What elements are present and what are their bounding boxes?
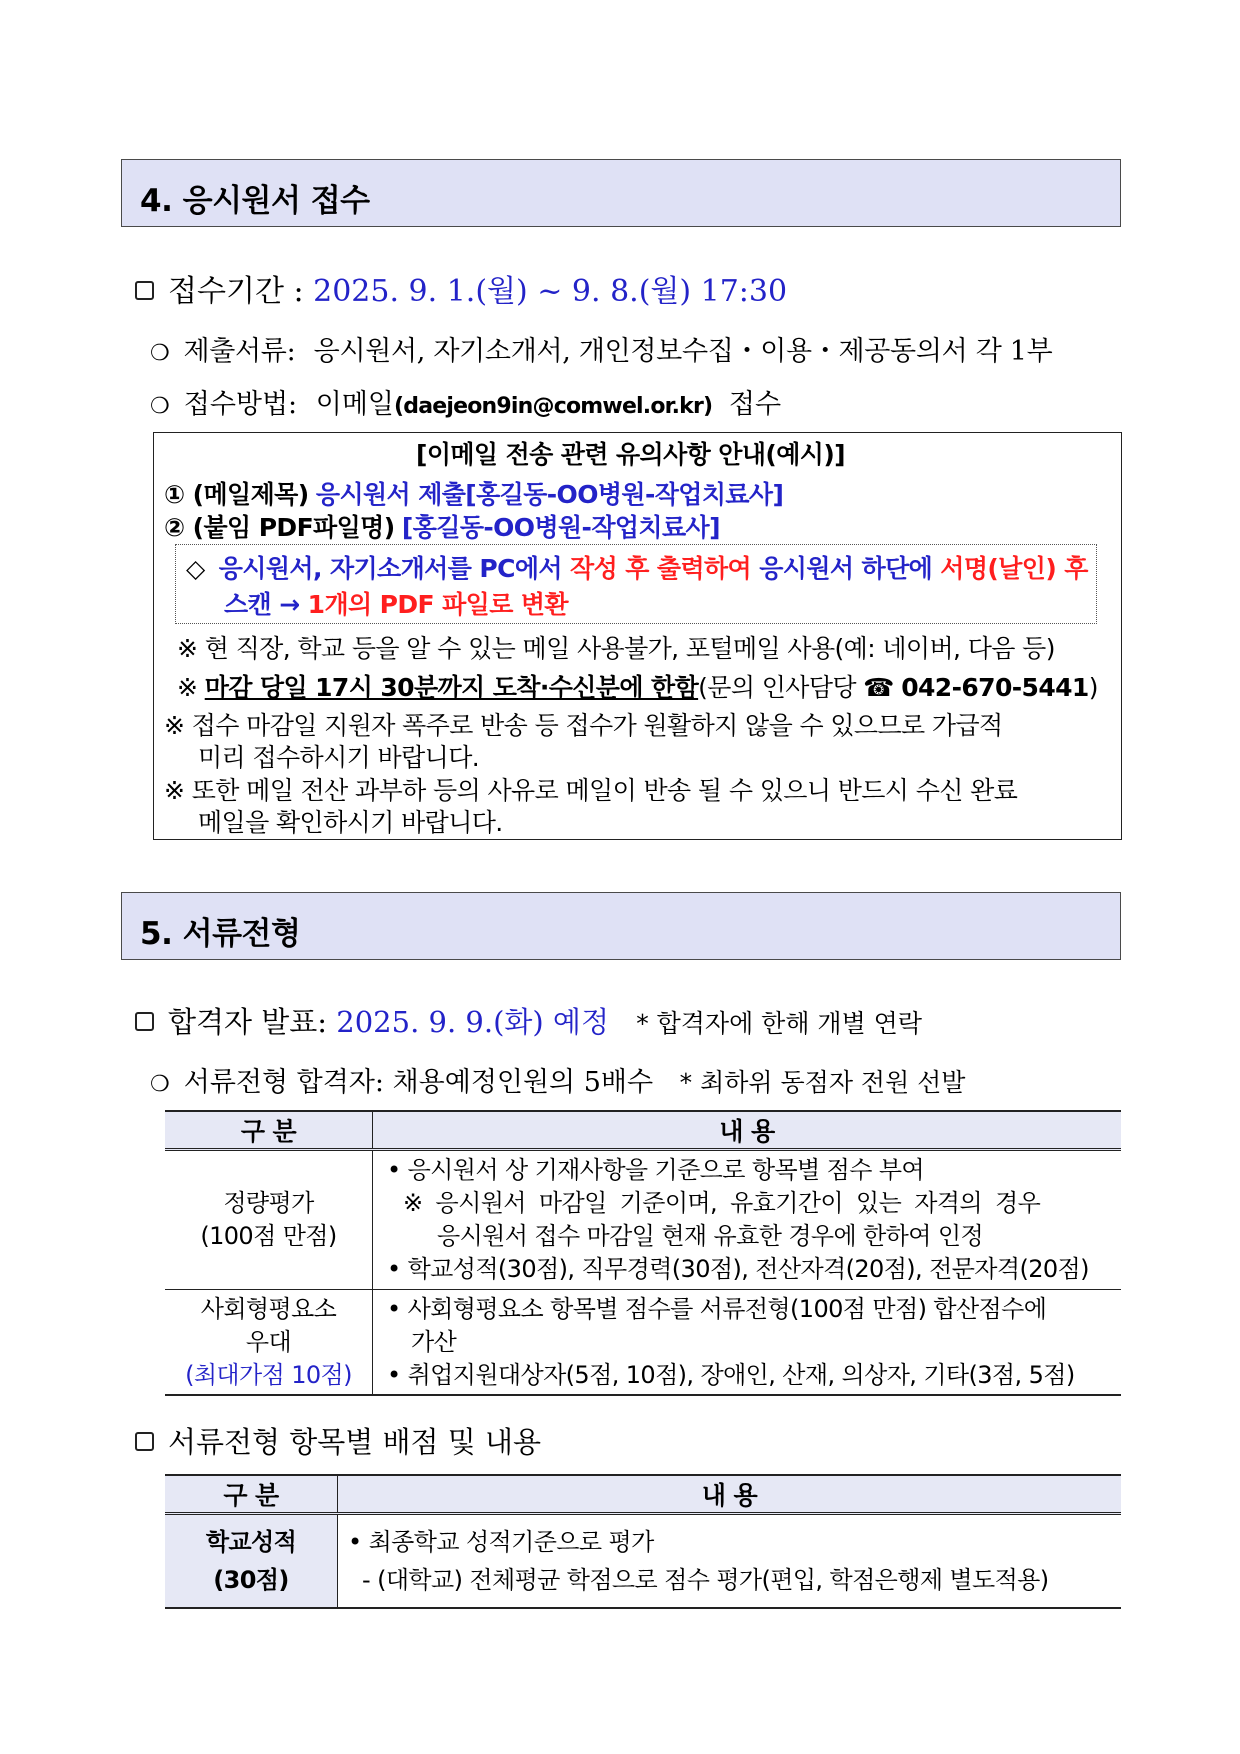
notice-box-line-2: [224, 585, 568, 621]
content-line: • 응시원서 상 기재사항을 기준으로 항목별 점수 부여: [387, 1156, 925, 1184]
section-4-header: [121, 159, 1121, 227]
content-line: • 취업지원대상자(5점, 10점), 장애인, 산재, 의상자, 기타(3점, 5점): [387, 1360, 1075, 1389]
content-line: 응시원서 접수 마감일 현재 유효한 경우에 한하여 인정: [437, 1222, 984, 1250]
box-line-2-a: 스캔 →: [224, 590, 300, 619]
content-line: ※ 응시원서 마감일 기준이며, 유효기간이 있는 자격의 경우: [403, 1189, 1041, 1217]
row-1-category: [165, 1514, 338, 1609]
notice-item-1-label: ① (메일제목): [164, 480, 309, 509]
announce-note: * 합격자에 한해 개별 연락: [636, 1009, 922, 1038]
category-line: 학교성적: [205, 1528, 297, 1556]
method-suffix: 접수: [728, 389, 782, 420]
phone-icon: ☎: [863, 673, 894, 702]
method-label: 접수방법:: [183, 389, 298, 420]
content-line: - (대학교) 전체평균 학점으로 점수 평가(편입, 학점은행제 별도적용): [362, 1566, 1049, 1594]
scoring-title-line: [135, 1420, 541, 1461]
method-line: [150, 382, 781, 421]
content-line: • 최종학교 성적기준으로 평가: [348, 1528, 654, 1556]
diamond-bullet-icon: ◇: [186, 554, 205, 583]
checkbox-square-icon: [135, 1432, 154, 1451]
content-line: • 학교성적(30점), 직무경력(30점), 전산자격(20점), 전문자격(20점): [387, 1255, 1089, 1283]
note-2-mark: ※: [177, 673, 198, 702]
row-1-category: [165, 1150, 373, 1290]
notice-item-2: [164, 508, 720, 544]
content-line: 가산: [411, 1327, 457, 1356]
note-2-phone: 042-670-5441: [901, 673, 1089, 702]
category-line: (30점): [213, 1566, 289, 1594]
table-header-row: [165, 1475, 1121, 1514]
checkbox-square-icon: [135, 1012, 154, 1031]
category-line-highlight: (최대가점 10점): [185, 1360, 352, 1389]
header-category: 구 분: [165, 1111, 373, 1150]
box-line-1-a: 응시원서, 자기소개서를 PC에서: [218, 554, 562, 583]
row-1-content: [373, 1150, 1122, 1290]
docs-value: 응시원서, 자기소개서, 개인정보수집・이용・제공동의서 각 1부: [313, 336, 1053, 367]
notice-item-1: [164, 475, 783, 511]
note-2-deadline: 마감 당일 17시 30분까지 도착·수신분에 한함: [204, 673, 699, 702]
table-row: [165, 1290, 1121, 1396]
header-content: 내 용: [338, 1475, 1122, 1514]
section-5-header: [121, 892, 1121, 960]
docs-line: [150, 329, 1052, 368]
header-content: 내 용: [373, 1111, 1122, 1150]
period-value: 2025. 9. 1.(월) ~ 9. 8.(월) 17:30: [313, 274, 788, 309]
category-line: (100점 만점): [200, 1222, 337, 1250]
note-2-close: ): [1088, 673, 1098, 702]
scoring-table: [165, 1474, 1121, 1609]
notice-note-3-line-2: 미리 접수하시기 바랍니다.: [198, 743, 480, 772]
box-line-1-d: 서명(날인) 후: [940, 554, 1088, 583]
notice-note-3-line-1: ※ 접수 마감일 지원자 폭주로 반송 등 접수가 원활하지 않을 수 있으므로 가급적: [164, 711, 1003, 740]
category-line: 우대: [245, 1327, 292, 1356]
content-line: • 사회형평요소 항목별 점수를 서류전형(100점 만점) 합산점수에: [387, 1294, 1047, 1323]
period-label: 접수기간 :: [168, 274, 304, 309]
notice-note-4-line-2: 메일을 확인하시기 바랍니다.: [198, 808, 503, 837]
row-1-content: [338, 1514, 1122, 1609]
category-line: 사회형평요소: [200, 1294, 337, 1323]
circle-bullet-icon: ❍: [150, 394, 170, 419]
notice-note-2: [177, 668, 1098, 704]
table-header-row: [165, 1111, 1121, 1150]
box-line-1-b: 작성 후 출력하여: [570, 554, 752, 583]
notice-box-line-1: [186, 549, 1088, 585]
notice-item-1-value: 응시원서 제출[홍길동-OO병원-작업치료사]: [315, 480, 784, 509]
checkbox-square-icon: [135, 281, 154, 300]
pass-note: * 최하위 동점자 전원 선발: [679, 1068, 966, 1097]
announce-line: [135, 1000, 922, 1041]
notice-note-1: ※ 현 직장, 학교 등을 알 수 있는 메일 사용불가, 포털메일 사용(예: 네이버, 다음 등): [177, 634, 1055, 663]
circle-bullet-icon: ❍: [150, 1072, 170, 1097]
notice-heading: [이메일 전송 관련 유의사항 안내(예시)]: [416, 440, 845, 469]
header-category: 구 분: [165, 1475, 338, 1514]
notice-note-4-line-1: ※ 또한 메일 전산 과부하 등의 사유로 메일이 반송 될 수 있으니 반드시 수신 완료: [164, 776, 1018, 805]
circle-bullet-icon: ❍: [150, 341, 170, 366]
category-line: 정량평가: [223, 1189, 314, 1217]
evaluation-table: [165, 1110, 1121, 1396]
period-line: [135, 266, 787, 310]
scoring-title: 서류전형 항목별 배점 및 내용: [168, 1425, 542, 1459]
docs-label: 제출서류:: [183, 336, 296, 367]
section-4-title: 4. 응시원서 접수: [140, 183, 370, 219]
method-prefix: 이메일: [315, 389, 395, 420]
row-2-category: [165, 1290, 373, 1396]
method-email: (daejeon9in@comwel.or.kr): [394, 394, 713, 419]
notice-item-2-label: ② (붙임 PDF파일명): [164, 513, 395, 542]
box-line-1-c: 응시원서 하단에: [759, 554, 933, 583]
announce-label: 합격자 발표:: [168, 1005, 328, 1039]
box-line-2-b: 1개의 PDF 파일로 변환: [307, 590, 568, 619]
notice-highlight-box: [175, 544, 1097, 624]
pass-line: [150, 1060, 965, 1099]
section-5-title: 5. 서류전형: [140, 916, 301, 952]
table-row: [165, 1150, 1121, 1290]
email-notice-box: [153, 432, 1122, 840]
row-2-content: [373, 1290, 1122, 1396]
table-row: [165, 1514, 1121, 1609]
pass-text: 서류전형 합격자: 채용예정인원의 5배수: [183, 1067, 654, 1098]
announce-value: 2025. 9. 9.(화) 예정: [336, 1005, 609, 1039]
notice-item-2-value: [홍길동-OO병원-작업치료사]: [401, 513, 720, 542]
note-2-contact: (문의 인사담당: [698, 673, 856, 702]
